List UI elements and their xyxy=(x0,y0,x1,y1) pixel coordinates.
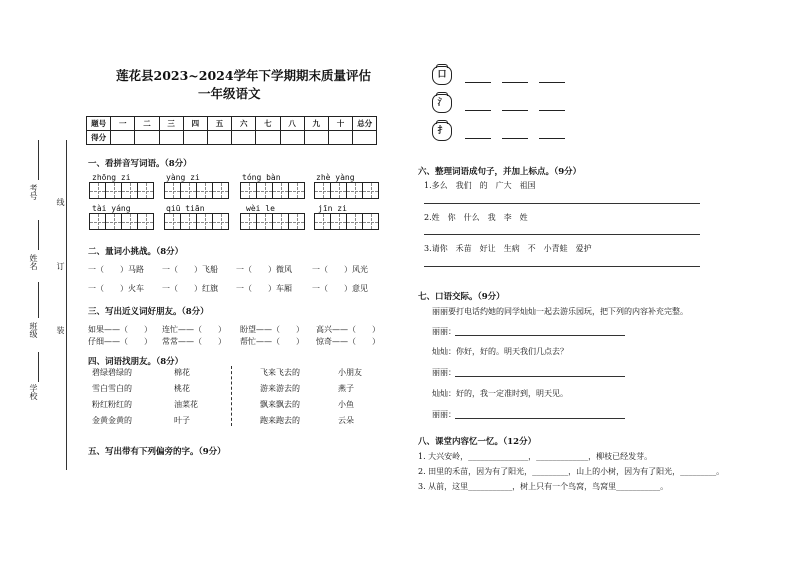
score-input-cell[interactable] xyxy=(159,131,183,145)
match-right-word: 飘来飘去的 xyxy=(260,400,300,409)
sentence-item: 1.多么 我们 的 广大 祖国 xyxy=(424,181,536,190)
match-right-noun: 云朵 xyxy=(338,416,354,425)
match-left-word: 粉红粉红的 xyxy=(92,400,132,409)
match-left-noun: 桃花 xyxy=(174,384,190,393)
binding-line xyxy=(66,140,67,470)
section-3-heading: 三、写出近义词好朋友。（8分） xyxy=(88,307,209,317)
recall-item[interactable]: 3. 从前，这里___________，树上只有一个鸟窝，鸟窝里___________。 xyxy=(418,482,669,491)
score-input-cell[interactable] xyxy=(207,131,231,145)
section-5-heading: 五、写出带有下列偏旁的字。（9分） xyxy=(88,447,226,457)
sentence-item: 3.请你 禾苗 好让 生病 不 小青蛙 爱护 xyxy=(424,244,592,253)
dialogue-blank[interactable] xyxy=(455,418,625,419)
binding-xuexiao-label: 学校 xyxy=(29,384,38,400)
xingming-blank xyxy=(38,220,39,250)
score-cell: 五 xyxy=(207,117,231,131)
measure-word-item[interactable]: 一（ ）风光 xyxy=(312,265,368,274)
answer-blank[interactable] xyxy=(502,110,528,111)
score-cell: 一 xyxy=(111,117,135,131)
dialogue-intro: 丽丽要打电话约她的同学灿灿一起去游乐园玩，把下列的内容补充完整。 xyxy=(432,307,688,316)
synonym-item[interactable]: 帮忙——（ ） xyxy=(240,337,304,346)
match-left-word: 金黄金黄的 xyxy=(92,416,132,425)
score-input-cell[interactable] xyxy=(232,131,256,145)
radical-jar-icon: 氵 xyxy=(432,94,452,113)
synonym-item[interactable]: 高兴——（ ） xyxy=(316,325,380,334)
writing-grid[interactable] xyxy=(89,182,153,199)
score-input-cell[interactable] xyxy=(135,131,159,145)
score-input-cell[interactable] xyxy=(183,131,207,145)
match-left-noun: 油菜花 xyxy=(174,400,198,409)
score-cell: 十 xyxy=(328,117,352,131)
pinyin-5: tài yáng xyxy=(92,204,131,213)
score-cell: 八 xyxy=(280,117,304,131)
match-right-noun: 燕子 xyxy=(338,384,354,393)
answer-blank[interactable] xyxy=(465,138,491,139)
answer-blank[interactable] xyxy=(465,82,491,83)
measure-word-item[interactable]: 一（ ）意见 xyxy=(312,284,368,293)
binding-banji-label: 班级 xyxy=(29,322,38,338)
measure-word-item[interactable]: 一（ ）微风 xyxy=(236,265,292,274)
answer-line[interactable] xyxy=(424,234,700,235)
answer-blank[interactable] xyxy=(502,82,528,83)
match-right-noun: 小朋友 xyxy=(338,368,362,377)
pinyin-8: jīn zi xyxy=(318,204,347,213)
answer-line[interactable] xyxy=(424,266,700,267)
synonym-item[interactable]: 连忙——（ ） xyxy=(162,325,226,334)
writing-grid[interactable] xyxy=(164,182,228,199)
writing-grid[interactable] xyxy=(314,213,378,230)
score-input-cell[interactable] xyxy=(280,131,304,145)
writing-grid[interactable] xyxy=(240,213,304,230)
score-cell: 九 xyxy=(304,117,328,131)
dialogue-line: 丽丽： xyxy=(432,327,456,336)
section-7-heading: 七、口语交际。（9分） xyxy=(418,292,505,302)
match-right-word: 游来游去的 xyxy=(260,384,300,393)
writing-grid[interactable] xyxy=(314,182,378,199)
match-right-word: 跑来跑去的 xyxy=(260,416,300,425)
synonym-item[interactable]: 盼望——（ ） xyxy=(240,325,304,334)
measure-word-item[interactable]: 一（ ）马路 xyxy=(88,265,144,274)
radical-jar-icon: 口 xyxy=(432,66,452,85)
score-table-header-row xyxy=(87,117,377,131)
dialogue-line: 丽丽： xyxy=(432,410,456,419)
measure-word-item[interactable]: 一（ ）飞船 xyxy=(162,265,218,274)
binding-xian: 线 xyxy=(56,198,65,206)
score-cell: 二 xyxy=(135,117,159,131)
pinyin-7: wèi le xyxy=(246,204,275,213)
section-1-heading: 一、看拼音写词语。（8分） xyxy=(88,159,192,169)
writing-grid[interactable] xyxy=(240,182,304,199)
answer-blank[interactable] xyxy=(539,110,565,111)
exam-subtitle: 一年级语文 xyxy=(198,86,261,101)
match-left-noun: 棉花 xyxy=(174,368,190,377)
score-cell: 三 xyxy=(159,117,183,131)
score-table-score-row xyxy=(87,131,377,145)
measure-word-item[interactable]: 一（ ）火车 xyxy=(88,284,144,293)
kaohao-blank xyxy=(38,140,39,180)
score-cell: 七 xyxy=(256,117,280,131)
pinyin-4: zhè yàng xyxy=(316,173,355,182)
synonym-item[interactable]: 仔细——（ ） xyxy=(88,337,152,346)
match-divider xyxy=(231,366,232,426)
match-left-word: 碧绿碧绿的 xyxy=(92,368,132,377)
sentence-item: 2.姓 你 什么 我 李 姓 xyxy=(424,213,528,222)
binding-kaohao-label: 考号 xyxy=(29,184,38,200)
match-left-noun: 叶子 xyxy=(174,416,190,425)
measure-word-item[interactable]: 一（ ）车厢 xyxy=(236,284,292,293)
measure-word-item[interactable]: 一（ ）红旗 xyxy=(162,284,218,293)
binding-xingming-label: 姓名 xyxy=(29,254,38,270)
recall-item[interactable]: 2. 田里的禾苗，因为有了阳光，_________，山上的小树，因为有了阳光，_________。 xyxy=(418,467,725,476)
score-input-cell[interactable] xyxy=(304,131,328,145)
recall-item[interactable]: 1. 大兴安岭，_______________，_____________，柳枝已经发芽。 xyxy=(418,452,653,461)
answer-line[interactable] xyxy=(424,203,700,204)
dialogue-line: 灿灿：好的，我一定准时到，明天见。 xyxy=(432,389,568,398)
xuexiao-blank xyxy=(38,352,39,382)
score-input-cell[interactable] xyxy=(328,131,352,145)
writing-grid[interactable] xyxy=(89,213,153,230)
section-8-heading: 八、课堂内容忆一忆。（12分） xyxy=(418,437,537,447)
banji-blank xyxy=(38,282,39,318)
binding-ding: 订 xyxy=(56,262,65,270)
pinyin-1: zhōng zi xyxy=(92,173,131,182)
score-input-cell[interactable] xyxy=(111,131,135,145)
score-table xyxy=(86,116,377,145)
dialogue-line: 灿灿：你好，好的。明天我们几点去？ xyxy=(432,347,568,356)
synonym-item[interactable]: 如果——（ ） xyxy=(88,325,152,334)
match-right-word: 飞来飞去的 xyxy=(260,368,300,377)
score-cell: 题号 xyxy=(87,117,111,131)
pinyin-2: yàng zi xyxy=(166,173,200,182)
dialogue-blank[interactable] xyxy=(455,335,625,336)
radical-jar-icon: 扌 xyxy=(432,122,452,141)
dialogue-line: 丽丽： xyxy=(432,368,456,377)
match-right-noun: 小鱼 xyxy=(338,400,354,409)
score-cell: 六 xyxy=(232,117,256,131)
answer-blank[interactable] xyxy=(465,110,491,111)
answer-blank[interactable] xyxy=(539,138,565,139)
match-left-word: 雪白雪白的 xyxy=(92,384,132,393)
exam-title: 莲花县2023~2024学年下学期期末质量评估 xyxy=(116,68,372,83)
answer-blank[interactable] xyxy=(502,138,528,139)
score-cell: 得分 xyxy=(87,131,111,145)
answer-blank[interactable] xyxy=(539,82,565,83)
section-6-heading: 六、整理词语成句子，并加上标点。（9分） xyxy=(418,167,582,177)
score-cell: 总分 xyxy=(353,117,377,131)
score-cell: 四 xyxy=(183,117,207,131)
writing-grid[interactable] xyxy=(164,213,228,230)
pinyin-3: tóng bàn xyxy=(242,173,281,182)
section-4-heading: 四、词语找朋友。（8分） xyxy=(88,357,184,367)
dialogue-blank[interactable] xyxy=(455,376,625,377)
binding-zhuang: 装 xyxy=(56,326,65,334)
score-input-cell[interactable] xyxy=(256,131,280,145)
score-input-cell[interactable] xyxy=(353,131,377,145)
section-2-heading: 二、量词小挑战。（8分） xyxy=(88,247,184,257)
synonym-item[interactable]: 常常——（ ） xyxy=(162,337,226,346)
pinyin-6: qiū tiān xyxy=(166,204,205,213)
synonym-item[interactable]: 惊奇——（ ） xyxy=(316,337,380,346)
